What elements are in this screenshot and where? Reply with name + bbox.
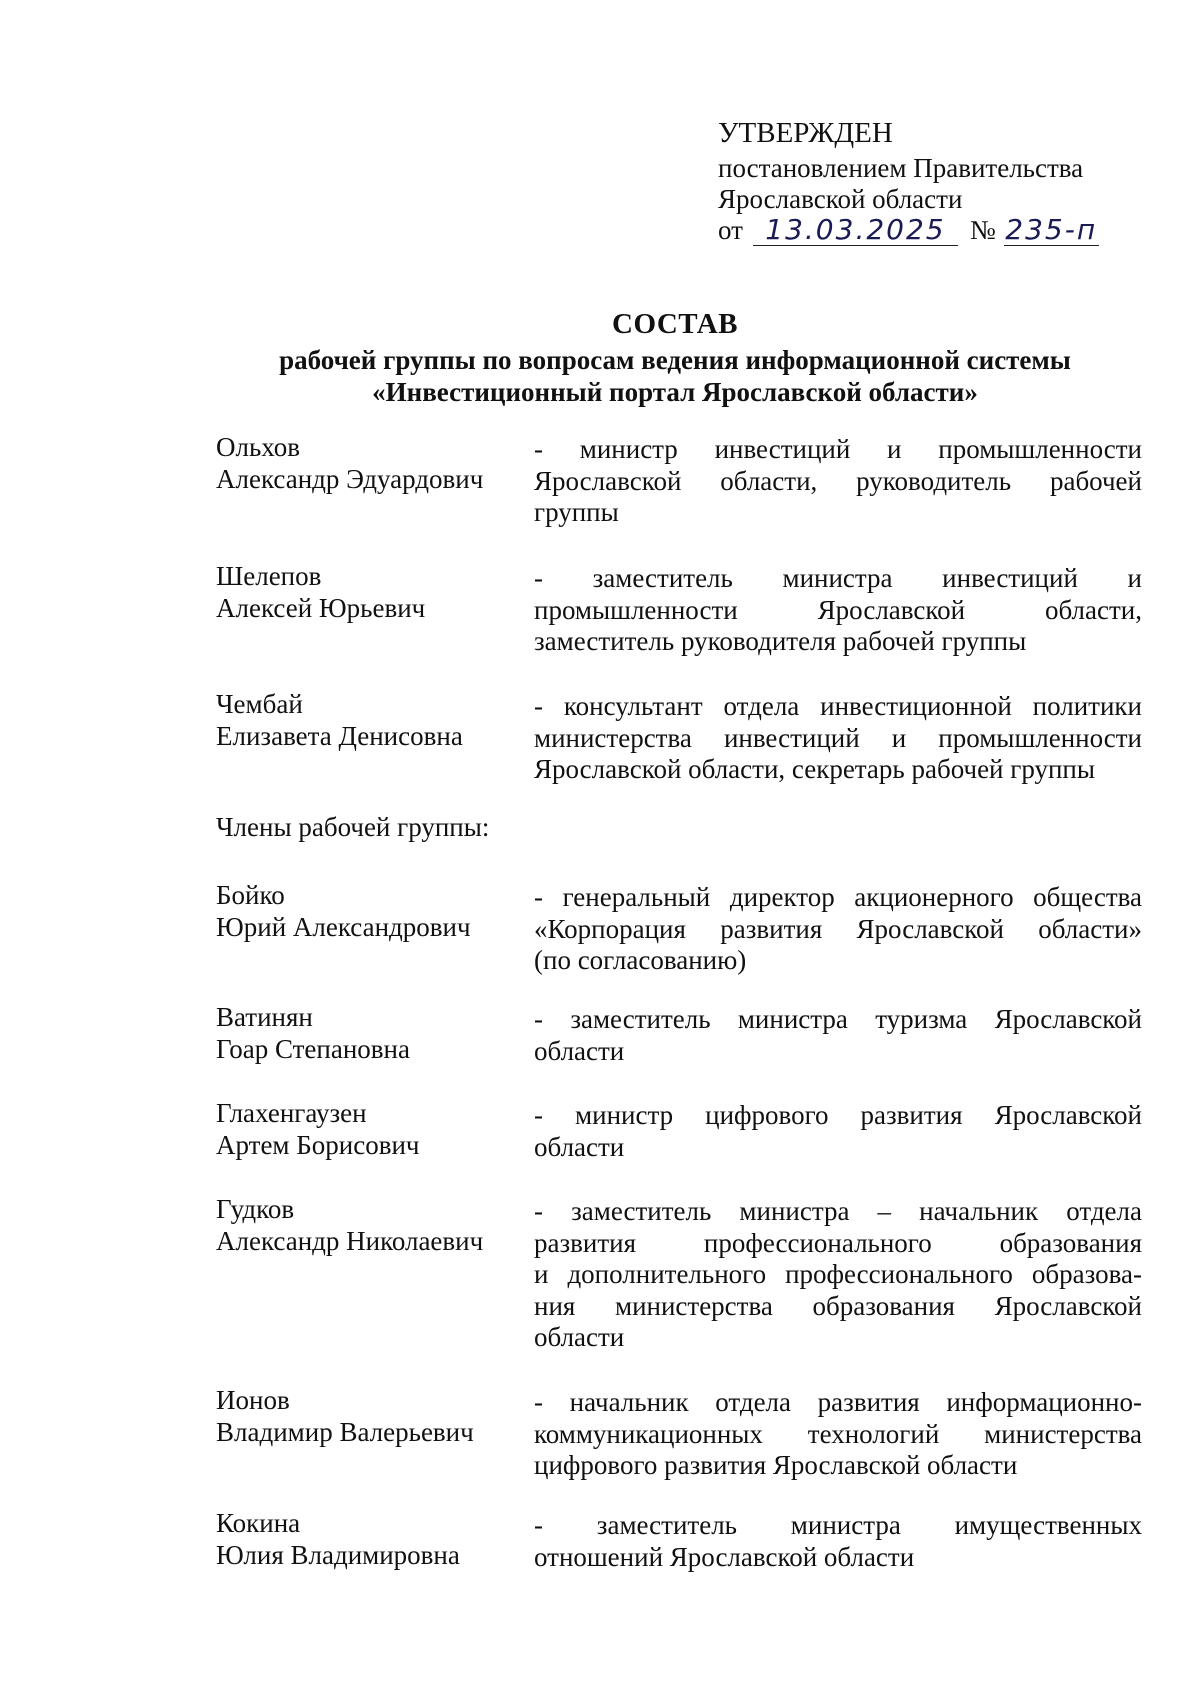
member-given-names: Александр Николаевич (216, 1225, 484, 1256)
member-name (216, 1508, 526, 1571)
handwritten-number: 235-п (1005, 213, 1098, 246)
approval-date-line (718, 215, 1138, 246)
member-given-names: Артем Борисович (216, 1129, 420, 1160)
member-given-names: Александр Эдуардович (216, 463, 484, 494)
approval-line-2: Ярославской области (718, 184, 963, 214)
member-name (216, 561, 526, 624)
member-position (534, 563, 1142, 658)
position-line: и дополнительного профессионального образова- (534, 1259, 1142, 1289)
position-line: цифрового развития Ярославской области (534, 1450, 1018, 1480)
position-line: - заместитель министра – начальник отдела (534, 1196, 1142, 1226)
position-line: - министр цифрового развития Ярославской (534, 1100, 1142, 1130)
position-line: - министр инвестиций и промышленности (534, 434, 1142, 464)
member-given-names: Гоар Степановна (216, 1033, 410, 1064)
position-line: группы (534, 497, 619, 527)
member-name (216, 689, 526, 752)
position-line: Ярославской области, секретарь рабочей группы (534, 754, 1096, 784)
position-line: - заместитель министра имущественных (534, 1510, 1142, 1540)
member-position (534, 1004, 1142, 1067)
member-surname: Чембай (216, 689, 303, 719)
member-position (534, 882, 1142, 977)
member-surname: Бойко (216, 880, 285, 910)
member-name (216, 432, 526, 495)
member-surname: Ионов (216, 1385, 290, 1415)
position-line: развития профессионального образования (534, 1227, 1142, 1258)
position-line: - заместитель министра инвестиций и (534, 563, 1142, 593)
member-given-names: Алексей Юрьевич (216, 592, 426, 623)
member-position (534, 434, 1142, 529)
member-surname: Глахенгаузен (216, 1098, 367, 1128)
member-surname: Ольхов (216, 432, 301, 462)
member-position (534, 1387, 1142, 1482)
position-line: коммуникационных технологий министерства (534, 1418, 1142, 1449)
document-subtitle-line-2: «Инвестиционный портал Ярославской области» (372, 377, 978, 407)
position-line: «Корпорация развития Ярославской области» (534, 913, 1142, 944)
member-name (216, 1098, 526, 1161)
document-title: СОСТАВ (612, 308, 738, 340)
position-line: области (534, 1035, 625, 1066)
position-line: - начальник отдела развития информационно- (534, 1387, 1142, 1417)
member-given-names: Владимир Валерьевич (216, 1416, 474, 1447)
member-surname: Гудков (216, 1194, 295, 1224)
position-line: области (534, 1131, 625, 1162)
members-section-label: Члены рабочей группы: (216, 812, 490, 842)
approval-block (718, 118, 1138, 246)
member-name (216, 1385, 526, 1448)
date-prefix: от (718, 215, 743, 245)
approval-heading: УТВЕРЖДЕН (718, 117, 893, 149)
member-name (216, 1002, 526, 1065)
handwritten-date: 13.03.2025 (753, 215, 958, 246)
member-given-names: Елизавета Денисовна (216, 720, 463, 751)
position-line: области (534, 1322, 625, 1352)
position-line: - заместитель министра туризма Ярославской (534, 1004, 1142, 1034)
approval-line-1: постановлением Правительства (718, 153, 1084, 183)
number-sign: № (969, 215, 996, 245)
member-surname: Ватинян (216, 1002, 313, 1032)
position-line: (по согласованию) (534, 945, 747, 975)
position-line: - генеральный директор акционерного общества (534, 882, 1142, 912)
position-line: ния министерства образования Ярославской (534, 1290, 1142, 1321)
document-subtitle-line-1: рабочей группы по вопросам ведения информационной системы (279, 345, 1071, 375)
member-surname: Кокина (216, 1508, 301, 1538)
member-position (534, 1510, 1142, 1573)
member-surname: Шелепов (216, 561, 322, 591)
member-position (534, 691, 1142, 786)
position-line: - консультант отдела инвестиционной политики (534, 691, 1142, 721)
member-given-names: Юрий Александрович (216, 911, 471, 942)
position-line: заместитель руководителя рабочей группы (534, 626, 1027, 656)
member-given-names: Юлия Владимировна (216, 1539, 460, 1570)
member-name (216, 1194, 526, 1257)
member-name (216, 880, 526, 943)
position-line: Ярославской области, руководитель рабочей (534, 465, 1142, 496)
position-line: министерства инвестиций и промышленности (534, 722, 1142, 753)
member-position (534, 1196, 1142, 1354)
position-line: промышленности Ярославской области, (534, 594, 1142, 625)
position-line: отношений Ярославской области (534, 1541, 915, 1572)
member-position (534, 1100, 1142, 1163)
